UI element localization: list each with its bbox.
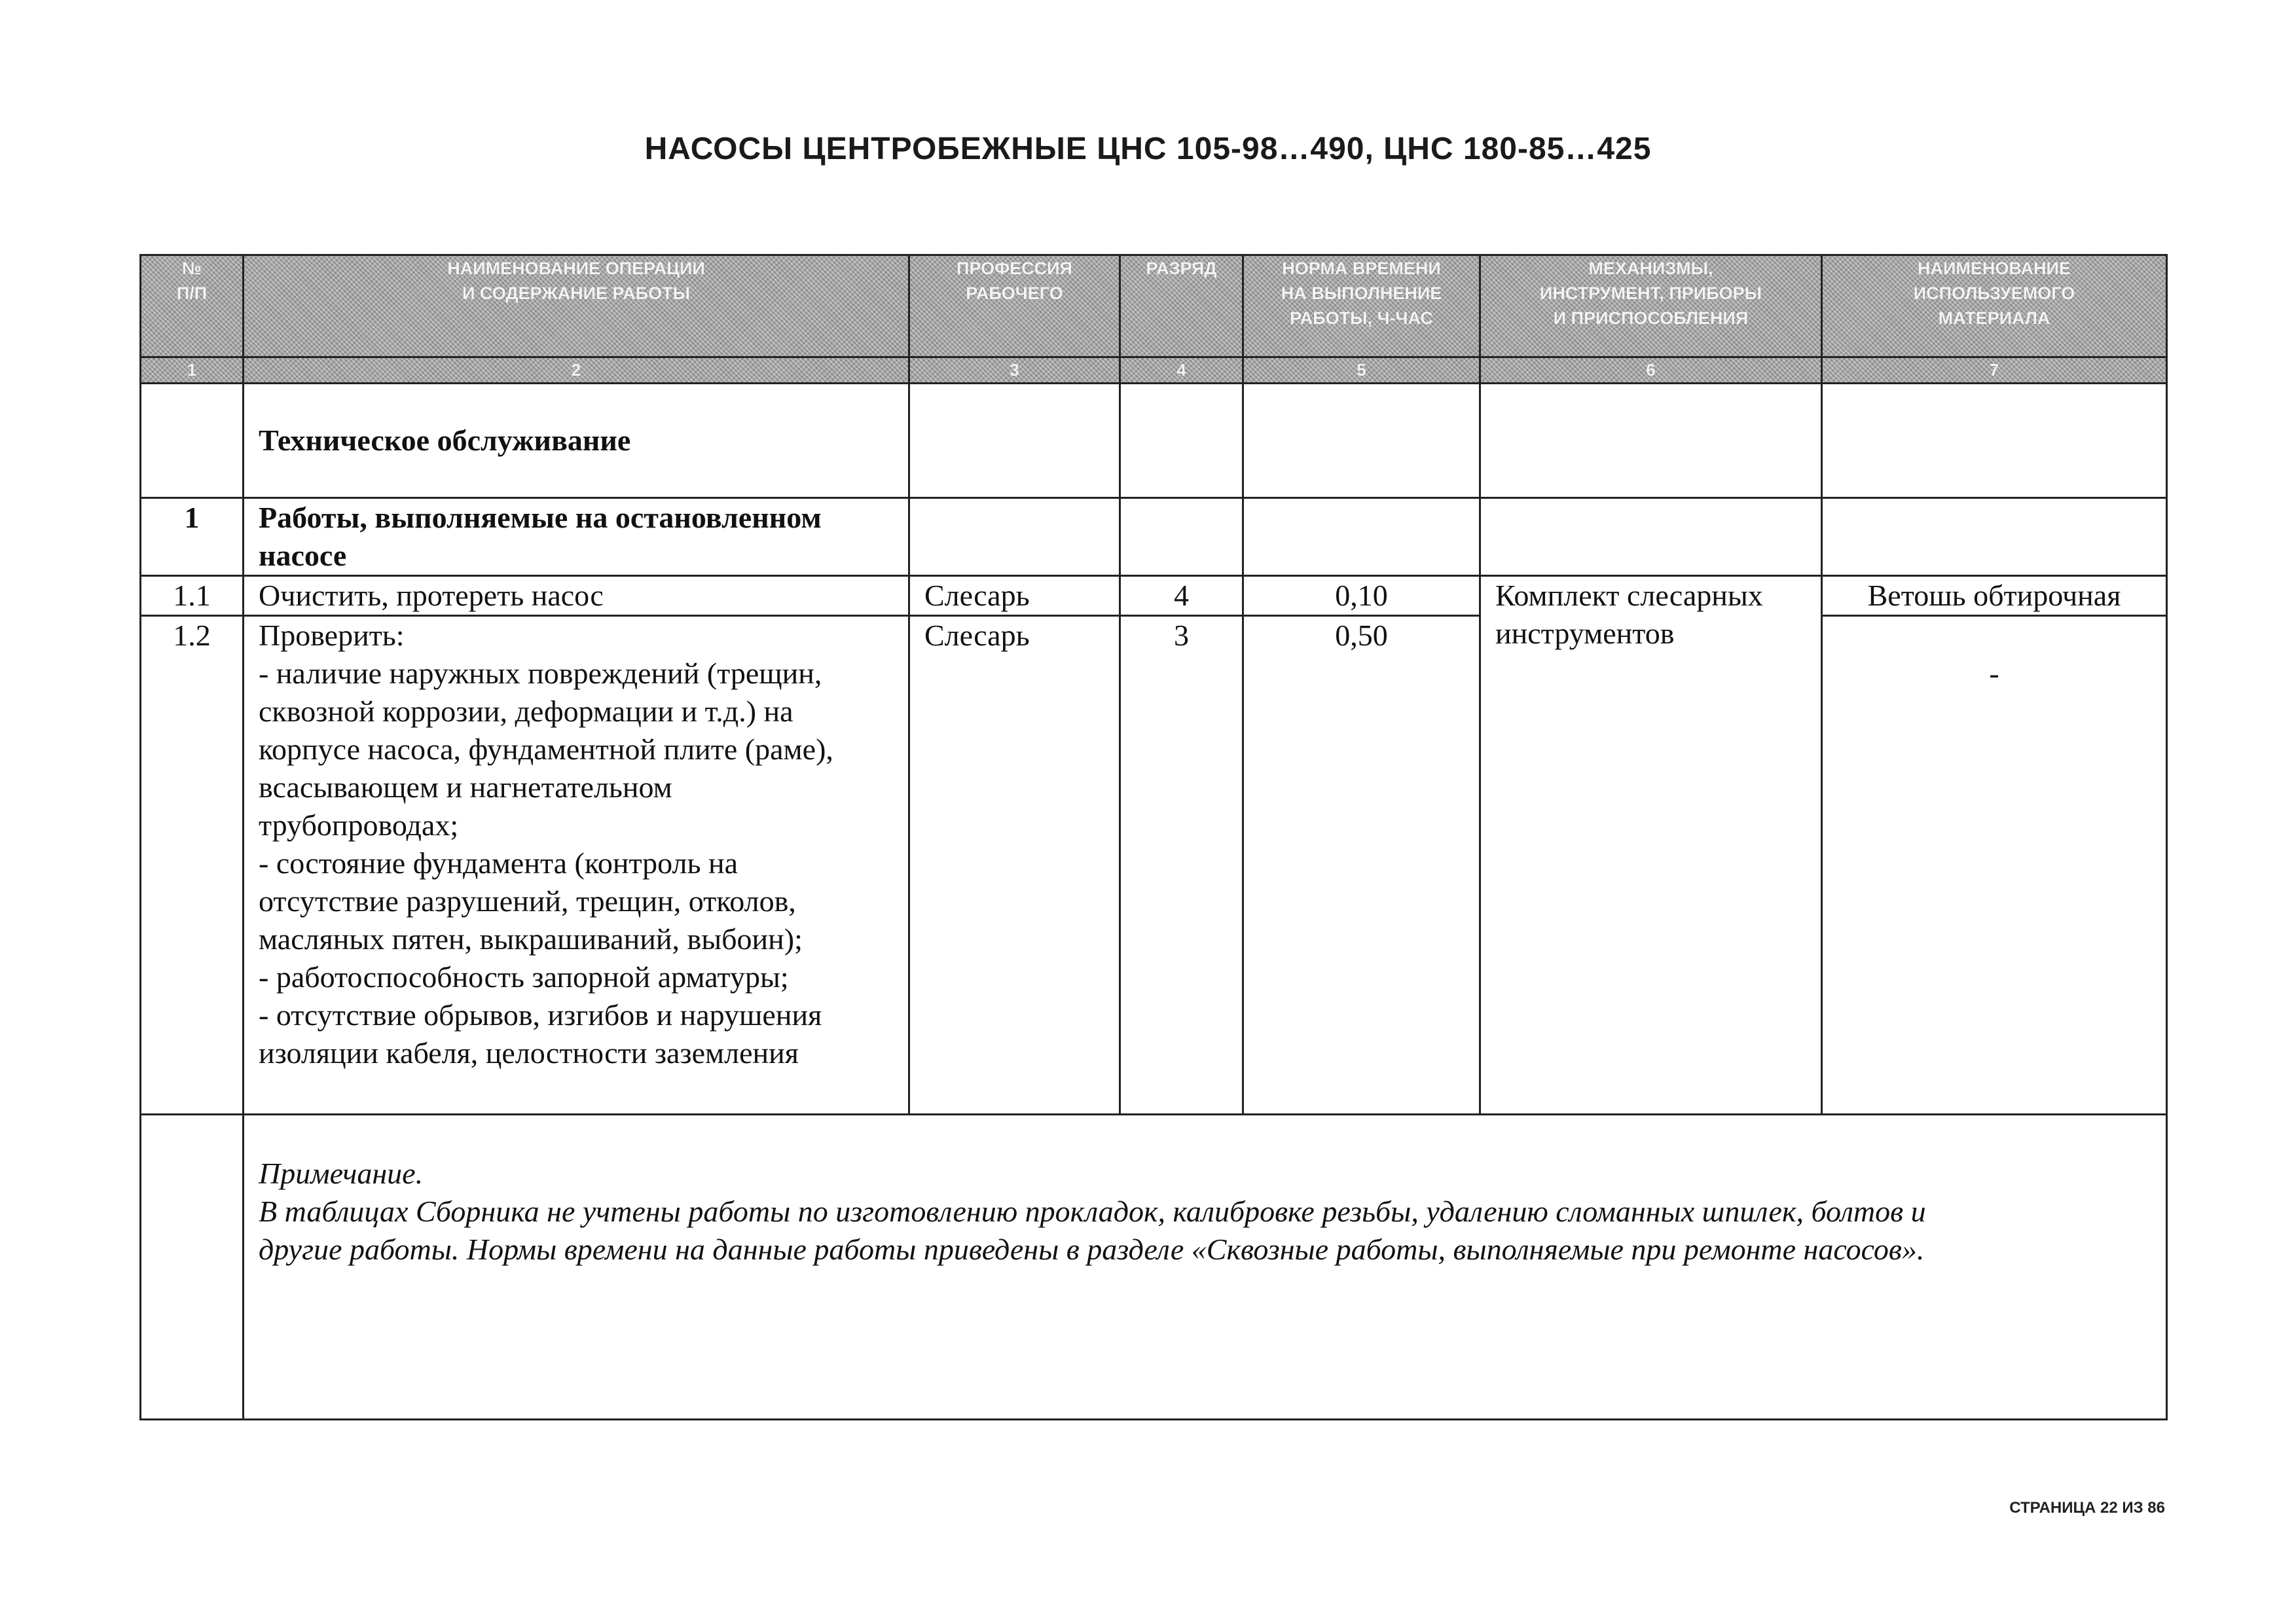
header-cell-number: № П/П <box>141 255 244 357</box>
column-number: 1 <box>141 357 244 384</box>
operation-name: Проверить: - наличие наружных повреждений (трещин, сквозной коррозии, деформации и т.д.) на корпусе насоса, фундаментной плите (раме), всасывающем и нагнетательном трубопроводах; - состояние фундамента (контроль на отсутствие разрушений, трещин, отколов, масляных пятен, выкрашиваний, выбоин); - работоспособность запорной арматуры; - отсутствие обрывов, изгибов и нарушения изоляции кабеля, целостности заземления <box>244 616 909 1115</box>
profession: Слесарь <box>909 616 1120 1115</box>
note-label: Примечание. <box>259 1157 424 1190</box>
table-row <box>141 576 2167 616</box>
header-cell-operation: НАИМЕНОВАНИЕ ОПЕРАЦИИ И СОДЕРЖАНИЕ РАБОТЫ <box>244 255 909 357</box>
time-norm: 0,10 <box>1243 576 1480 616</box>
column-number: 6 <box>1480 357 1822 384</box>
subsection-row <box>141 498 2167 576</box>
column-number: 2 <box>244 357 909 384</box>
section-title: Техническое обслуживание <box>244 384 909 498</box>
tools: Комплект слесарных инструментов <box>1480 576 1822 1115</box>
header-cell-time-norm: НОРМА ВРЕМЕНИ НА ВЫПОЛНЕНИЕ РАБОТЫ, Ч-ЧАС <box>1243 255 1480 357</box>
header-cell-tools: МЕХАНИЗМЫ, ИНСТРУМЕНТ, ПРИБОРЫ И ПРИСПОСОБЛЕНИЯ <box>1480 255 1822 357</box>
document-title: НАСОСЫ ЦЕНТРОБЕЖНЫЕ ЦНС 105-98…490, ЦНС 180-85…425 <box>644 132 1652 166</box>
header-row <box>141 255 2167 357</box>
column-number: 4 <box>1120 357 1243 384</box>
column-number: 5 <box>1243 357 1480 384</box>
column-number: 3 <box>909 357 1120 384</box>
time-norm: 0,50 <box>1243 616 1480 1115</box>
material: Ветошь обтирочная <box>1822 576 2167 616</box>
row-number: 1.2 <box>141 616 244 1115</box>
section-row <box>141 384 2167 498</box>
note-text <box>244 1115 2167 1420</box>
page-counter: СТРАНИЦА 22 ИЗ 86 <box>2009 1499 2165 1517</box>
header-cell-profession: ПРОФЕССИЯ РАБОЧЕГО <box>909 255 1120 357</box>
row-number: 1.1 <box>141 576 244 616</box>
column-number-row <box>141 357 2167 384</box>
note-line: В таблицах Сборника не учтены работы по изготовлению прокладок, калибровке резьбы, удалению сломанных шпилек, болтов и <box>259 1195 1926 1228</box>
column-number: 7 <box>1822 357 2167 384</box>
subsection-title: Работы, выполняемые на остановленном насосе <box>244 498 909 576</box>
subsection-number: 1 <box>141 498 244 576</box>
note-row <box>141 1115 2167 1420</box>
grade: 3 <box>1120 616 1243 1115</box>
material: - <box>1822 616 2167 1115</box>
operations-table <box>139 254 2168 1420</box>
table-row <box>141 616 2167 1115</box>
header-cell-material: НАИМЕНОВАНИЕ ИСПОЛЬЗУЕМОГО МАТЕРИАЛА <box>1822 255 2167 357</box>
grade: 4 <box>1120 576 1243 616</box>
profession: Слесарь <box>909 576 1120 616</box>
operation-name: Очистить, протереть насос <box>244 576 909 616</box>
header-cell-grade: РАЗРЯД <box>1120 255 1243 357</box>
note-line: другие работы. Нормы времени на данные работы приведены в разделе «Сквозные работы, выполняемые при ремонте насосов». <box>259 1233 1925 1266</box>
